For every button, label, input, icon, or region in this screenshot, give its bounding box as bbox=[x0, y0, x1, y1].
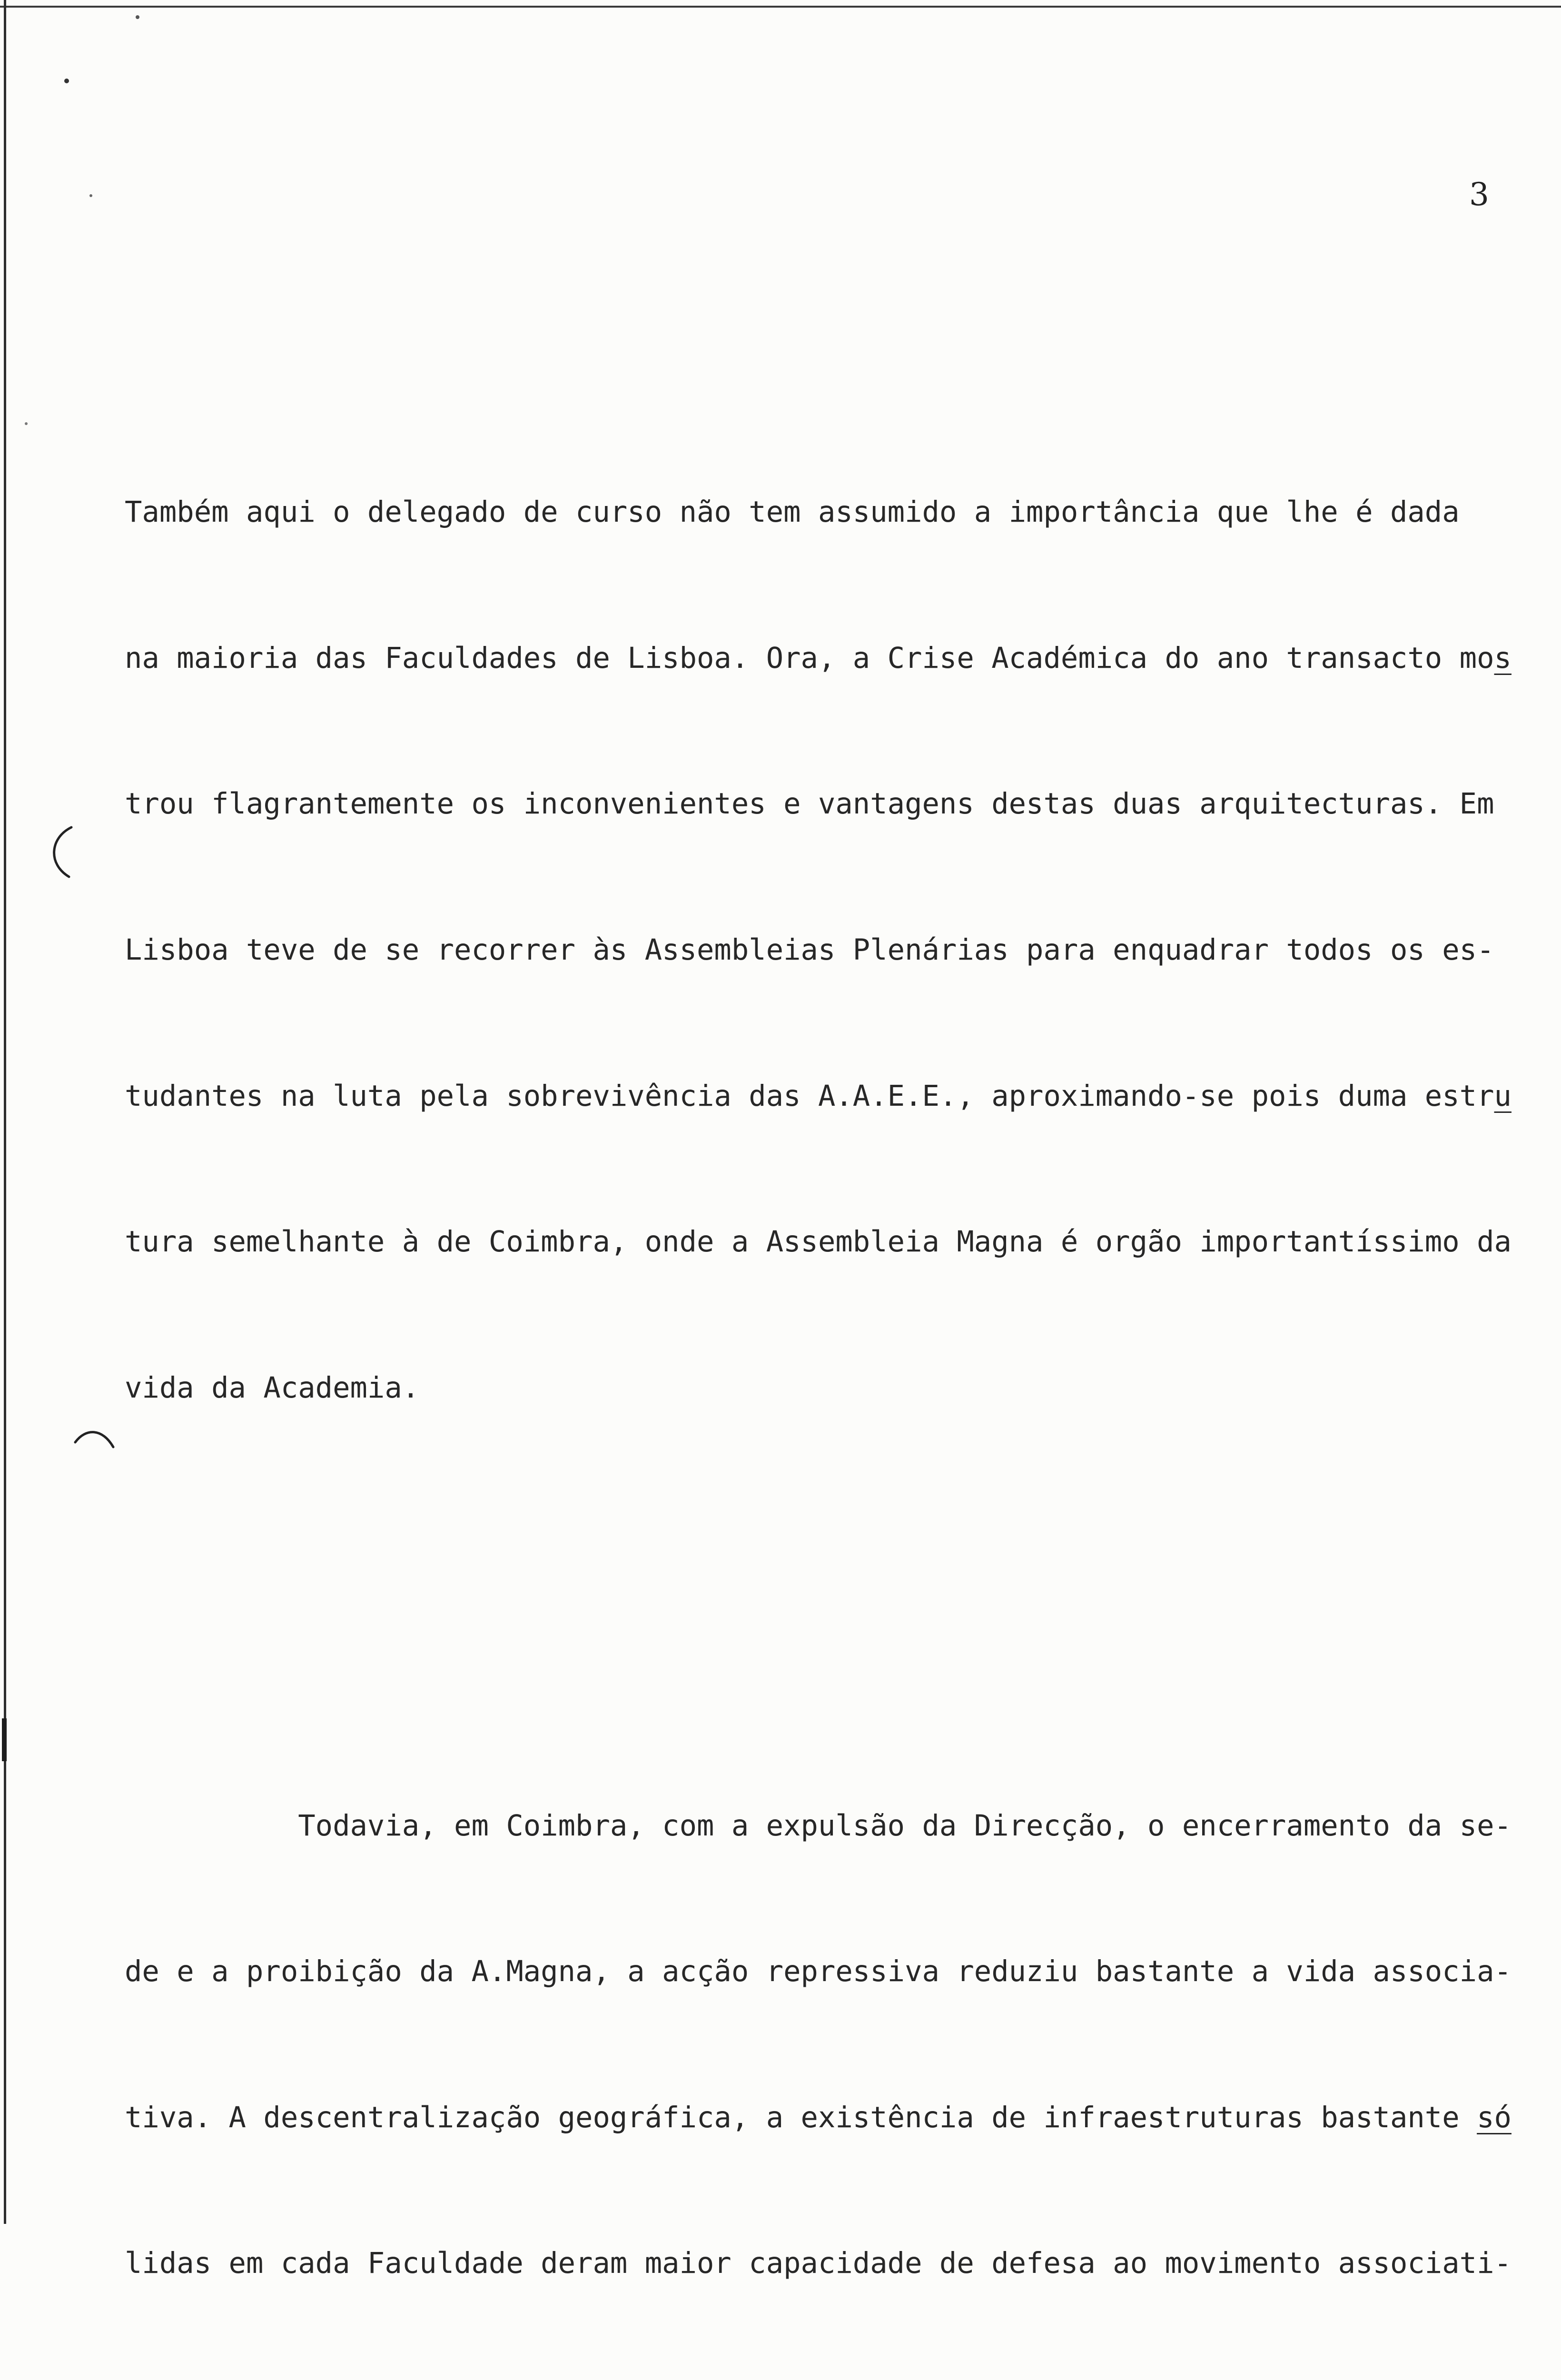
text-line bbox=[125, 2239, 1529, 2288]
text-line bbox=[125, 1072, 1529, 1121]
line-text: lidas em cada Faculdade deram maior capacidade de defesa ao movimento associati- bbox=[125, 2247, 1512, 2281]
text-line bbox=[125, 634, 1529, 683]
line-text: Também aqui o delegado de curso não tem assumido a importância que lhe é dada bbox=[125, 496, 1460, 529]
text-line bbox=[125, 1364, 1529, 1412]
text-line bbox=[125, 780, 1529, 828]
line-text: trou flagrantemente os inconvenientes e vantagens destas duas arquitecturas. Em bbox=[125, 787, 1494, 821]
underlined-syllable: s bbox=[1494, 641, 1512, 675]
text-line bbox=[125, 488, 1529, 536]
text-line bbox=[125, 1802, 1529, 1850]
paragraph bbox=[125, 391, 1529, 1510]
line-text: tiva. A descentralização geográfica, a existência de infraestruturas bastante bbox=[125, 2101, 1477, 2134]
scan-dot bbox=[89, 194, 92, 197]
text-line bbox=[125, 926, 1529, 974]
line-text: Lisboa teve de se recorrer às Assembleias Plenárias para enquadrar todos os es- bbox=[125, 933, 1494, 967]
text-line bbox=[125, 2093, 1529, 2142]
underlined-syllable: só bbox=[1477, 2101, 1512, 2134]
margin-parenthesis-mark bbox=[54, 827, 71, 877]
line-text: de e a proibição da A.Magna, a acção repressiva reduziu bastante a vida associa- bbox=[125, 1955, 1512, 1989]
margin-curve-mark bbox=[75, 1432, 113, 1447]
paragraph bbox=[125, 1704, 1529, 2380]
scan-dot bbox=[136, 15, 139, 19]
underlined-syllable: u bbox=[1494, 1079, 1512, 1113]
page-number: 3 bbox=[1469, 176, 1489, 213]
line-text: tudantes na luta pela sobrevivência das A.A.E.E., aproximando-se pois duma estr bbox=[125, 1079, 1494, 1113]
scan-dot bbox=[25, 422, 28, 425]
scan-dot bbox=[64, 79, 69, 83]
line-text: tura semelhante à de Coimbra, onde a Assembleia Magna é orgão importantíssimo da bbox=[125, 1225, 1512, 1259]
line-text: na maioria das Faculdades de Lisboa. Ora, a Crise Académica do ano transacto mo bbox=[125, 641, 1494, 675]
line-text: Todavia, em Coimbra, com a expulsão da Direcção, o encerramento da se- bbox=[298, 1809, 1512, 1843]
line-text: vida da Academia. bbox=[125, 1371, 420, 1405]
document-body bbox=[125, 196, 1529, 2380]
text-line bbox=[125, 1947, 1529, 1996]
text-line bbox=[125, 1218, 1529, 1266]
